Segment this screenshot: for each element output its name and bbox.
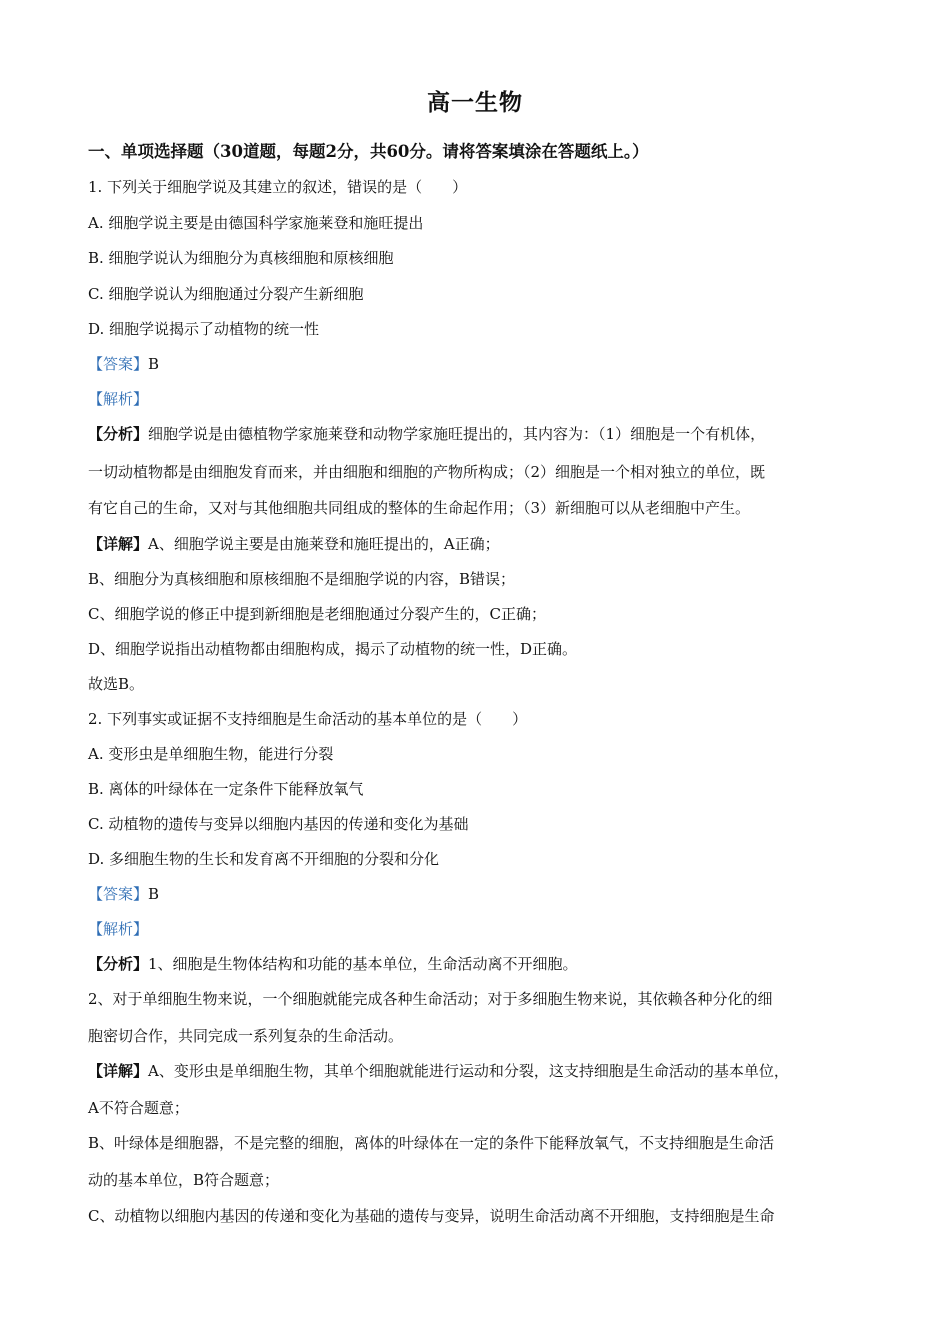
question-2-xiangjie-line: C、动植物以细胞内基因的传递和变化为基础的遗传与变异，说明生命活动离不开细胞，支持细胞是生命 — [88, 1207, 775, 1225]
question-1-xiangjie-line: D、细胞学说指出动植物都由细胞构成，揭示了动植物的统一性，D正确。 — [88, 640, 578, 658]
question-2-xiangjie-line: 动的基本单位，B符合题意； — [88, 1171, 280, 1189]
question-2-fenxi-line — [88, 953, 578, 974]
question-1-fenxi-line: 一切动植物都是由细胞发育而来，并由细胞和细胞的产物所构成；（2）细胞是一个相对独立的单位，既 — [88, 463, 766, 481]
question-1-conclusion: 故选B。 — [88, 675, 145, 693]
question-2-stem: 2. 下列事实或证据不支持细胞是生命活动的基本单位的是（ ） — [88, 710, 528, 728]
question-1-xiangjie-line: C、细胞学说的修正中提到新细胞是老细胞通过分裂产生的，C正确； — [88, 605, 546, 623]
question-1-xiangjie-line: B、细胞分为真核细胞和原核细胞不是细胞学说的内容，B错误； — [88, 570, 516, 588]
question-1-fenxi-line: 有它自己的生命，又对与其他细胞共同组成的整体的生命起作用；（3）新细胞可以从老细胞中产生。 — [88, 499, 751, 517]
xiangjie-text: A、细胞学说主要是由施莱登和施旺提出的，A正确； — [148, 535, 500, 553]
question-2-xiangjie-line: A不符合题意； — [88, 1099, 189, 1117]
question-2-analysis-tag — [88, 918, 148, 939]
question-1-stem: 1. 下列关于细胞学说及其建立的叙述，错误的是（ ） — [88, 178, 468, 196]
fenxi-tag: 【分析】 — [88, 955, 149, 973]
question-1-option-c: C. 细胞学说认为细胞通过分裂产生新细胞 — [88, 285, 364, 303]
fenxi-tag: 【分析】 — [88, 425, 149, 443]
question-2-xiangjie-line: B、叶绿体是细胞器，不是完整的细胞，离体的叶绿体在一定的条件下能释放氧气，不支持细胞是生命活 — [88, 1134, 775, 1152]
question-2-fenxi-line: 2、对于单细胞生物来说，一个细胞就能完成各种生命活动；对于多细胞生物来说，其依赖各种分化的细 — [88, 990, 773, 1008]
analysis-tag: 【解析】 — [88, 920, 149, 938]
question-1-option-a: A. 细胞学说主要是由德国科学家施莱登和施旺提出 — [88, 214, 424, 232]
question-2-fenxi-line: 胞密切合作，共同完成一系列复杂的生命活动。 — [88, 1027, 404, 1045]
question-2-option-c: C. 动植物的遗传与变异以细胞内基因的传递和变化为基础 — [88, 815, 469, 833]
xiangjie-tag: 【详解】 — [88, 535, 149, 553]
question-1-answer — [88, 353, 159, 374]
question-1-fenxi-line — [88, 423, 765, 444]
question-1-option-d: D. 细胞学说揭示了动植物的统一性 — [88, 320, 320, 338]
analysis-tag: 【解析】 — [88, 390, 149, 408]
answer-value: B — [148, 885, 160, 903]
question-2-xiangjie-line — [88, 1060, 789, 1081]
section-heading: 一、单项选择题（30道题，每题2分，共60分。请将答案填涂在答题纸上。） — [88, 142, 649, 161]
answer-tag: 【答案】 — [88, 885, 149, 903]
question-1-analysis-tag — [88, 388, 148, 409]
answer-tag: 【答案】 — [88, 355, 149, 373]
fenxi-text: 细胞学说是由德植物学家施莱登和动物学家施旺提出的，其内容为：（1）细胞是一个有机体， — [148, 425, 766, 443]
question-1-xiangjie-line — [88, 533, 500, 554]
question-1-option-b: B. 细胞学说认为细胞分为真核细胞和原核细胞 — [88, 249, 394, 267]
xiangjie-text: A、变形虫是单细胞生物，其单个细胞就能进行运动和分裂，这支持细胞是生命活动的基本单位， — [148, 1062, 789, 1080]
fenxi-text: 1、细胞是生物体结构和功能的基本单位，生命活动离不开细胞。 — [148, 955, 578, 973]
xiangjie-tag: 【详解】 — [88, 1062, 149, 1080]
question-2-option-d: D. 多细胞生物的生长和发育离不开细胞的分裂和分化 — [88, 850, 440, 868]
question-2-option-b: B. 离体的叶绿体在一定条件下能释放氧气 — [88, 780, 364, 798]
answer-value: B — [148, 355, 160, 373]
document-title: 高一生物 — [427, 89, 523, 116]
question-2-answer — [88, 883, 159, 904]
question-2-option-a: A. 变形虫是单细胞生物，能进行分裂 — [88, 745, 334, 763]
